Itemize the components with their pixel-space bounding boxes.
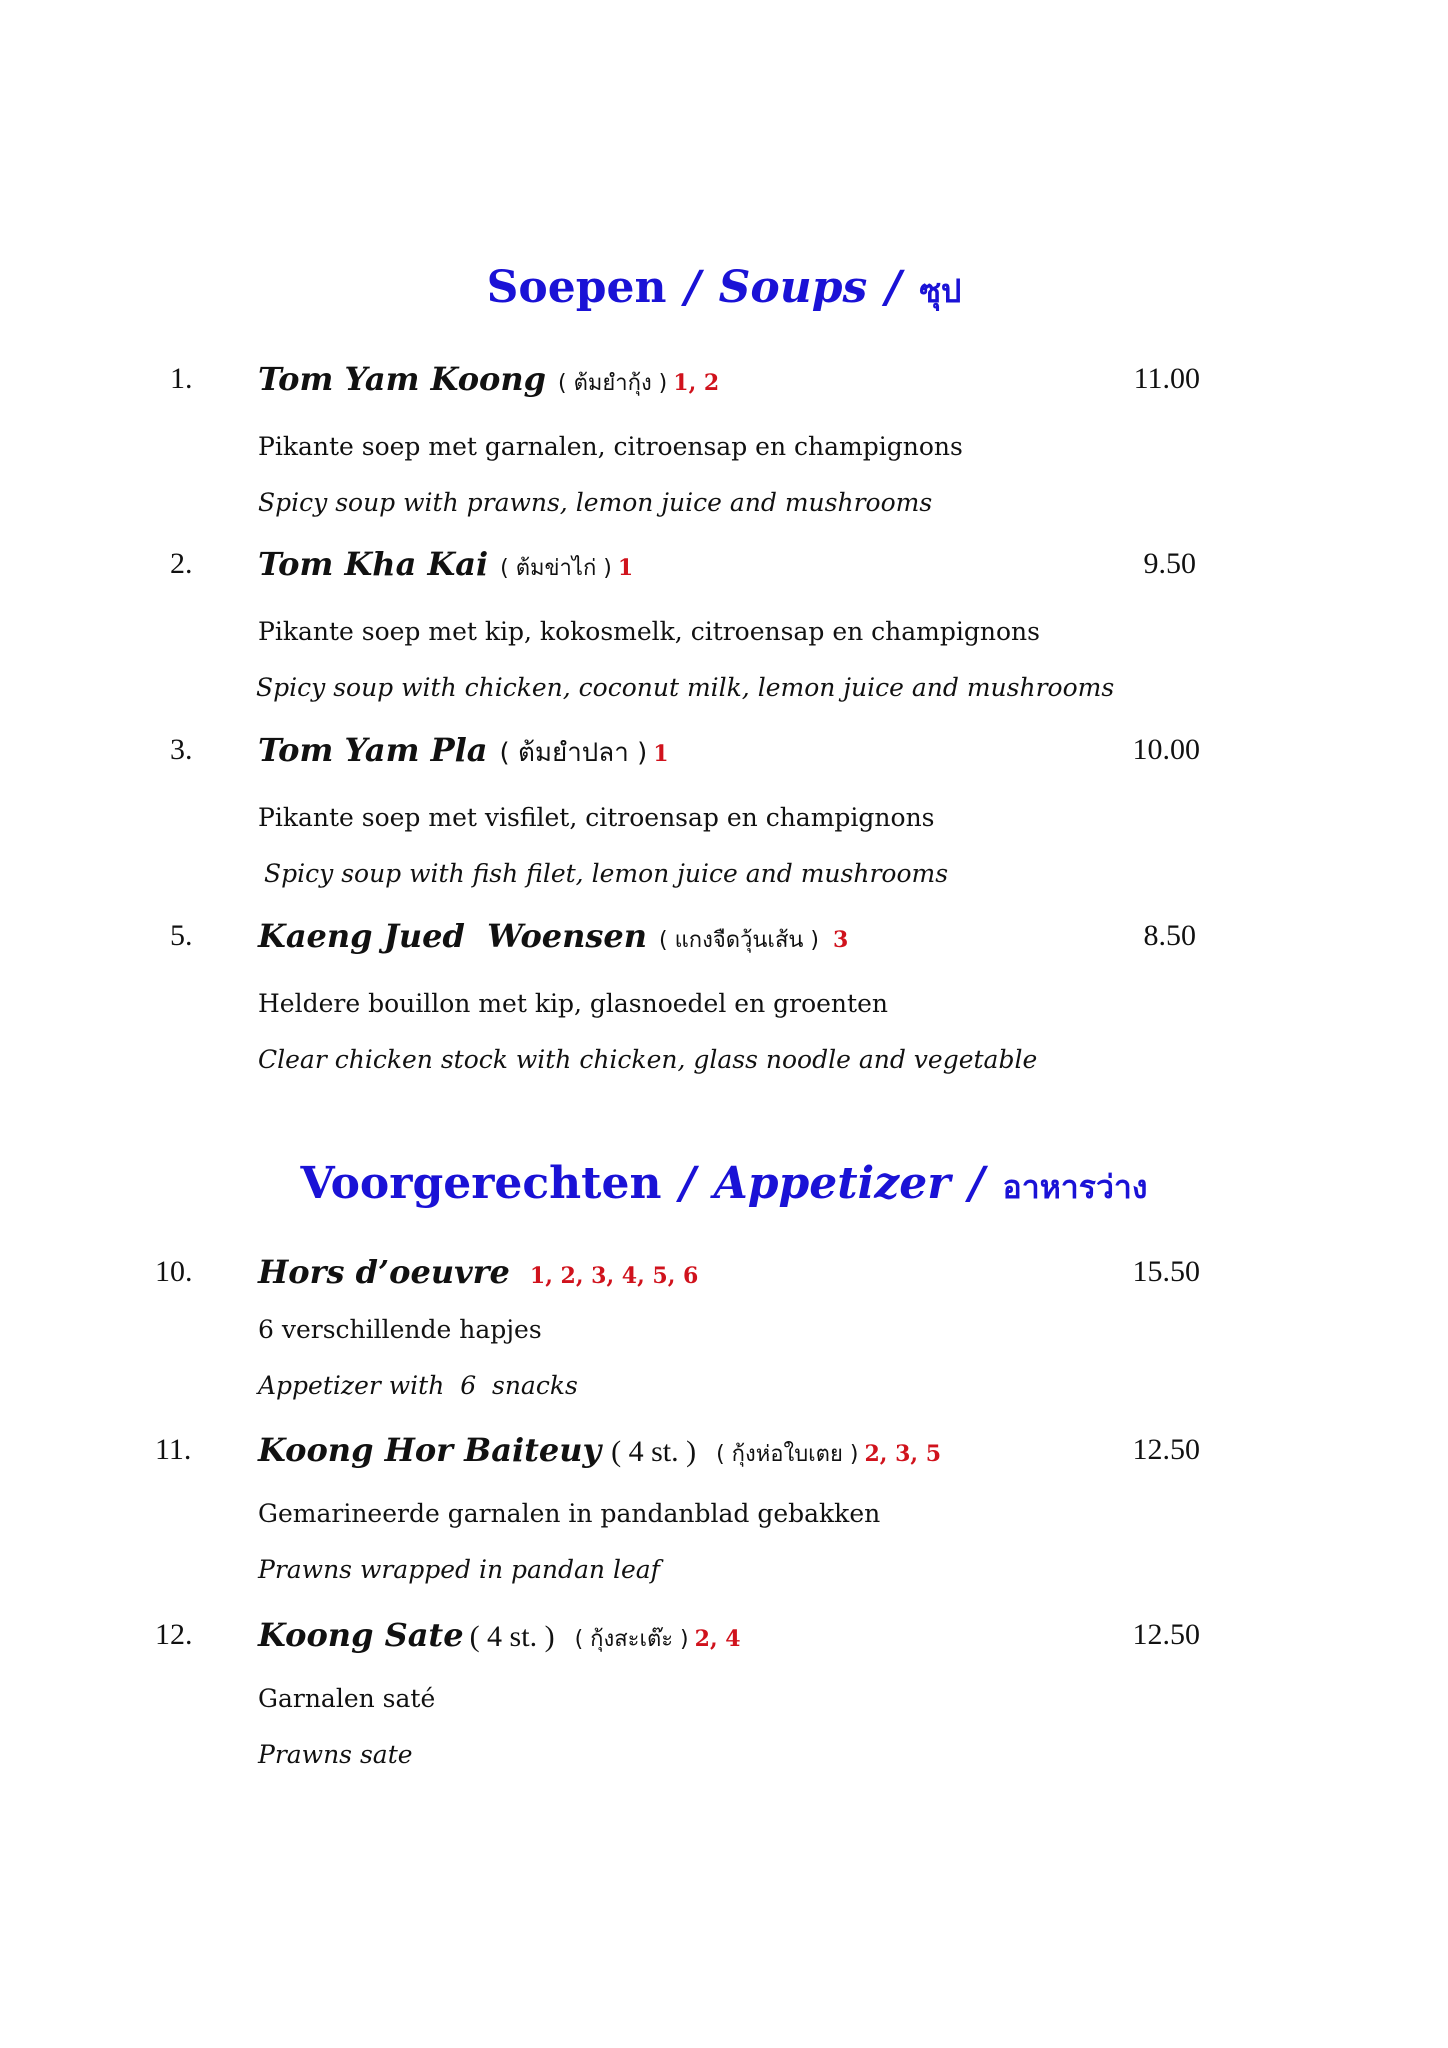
item-name: Koong Hor Baiteuy [258, 1431, 602, 1469]
item-name: Tom Yam Pla [258, 731, 488, 769]
heading-dutch: Soepen [486, 262, 667, 313]
item-number: 10. [155, 1255, 193, 1288]
heading-separator: / [885, 262, 902, 313]
item-description-dutch: Pikante soep met garnalen, citroensap en champignons [258, 432, 963, 461]
section-heading-appetizer [0, 1158, 1448, 1213]
item-allergen-codes: 1 [617, 555, 634, 581]
item-name: Tom Kha Kai [258, 545, 489, 583]
heading-english: Soups [718, 262, 868, 313]
item-description-english: Spicy soup with fish filet, lemon juice and mushrooms [264, 859, 949, 888]
item-thai-name: ( กุ้งห่อใบเตย ) [716, 1442, 859, 1467]
heading-thai: อาหารว่าง [1002, 1168, 1148, 1206]
item-name: Koong Sate [258, 1616, 464, 1654]
item-name: Hors d’oeuvre [258, 1253, 510, 1291]
item-description-english: Prawns sate [258, 1740, 413, 1769]
item-title-line [258, 545, 633, 585]
item-allergen-codes: 3 [833, 927, 849, 953]
item-thai-name: ( แกงจืดวุ้นเส้น ) [659, 928, 819, 953]
item-number: 11. [155, 1433, 192, 1466]
item-description-dutch: Gemarineerde garnalen in pandanblad gebakken [258, 1499, 881, 1528]
item-number: 3. [170, 733, 193, 766]
item-title-line [258, 917, 848, 957]
item-price: 15.50 [1132, 1255, 1200, 1288]
item-title-line [258, 731, 669, 773]
item-description-english: Spicy soup with prawns, lemon juice and mushrooms [258, 488, 933, 517]
item-thai-name: ( ต้มยำกุ้ง ) [558, 371, 668, 396]
item-number: 5. [170, 919, 193, 952]
item-price: 12.50 [1132, 1433, 1200, 1466]
item-thai-name: ( กุ้งสะเต๊ะ ) [574, 1627, 689, 1652]
item-number: 2. [170, 547, 193, 580]
item-title-line [258, 1431, 941, 1471]
item-description-english: Spicy soup with chicken, coconut milk, lemon juice and mushrooms [256, 673, 1115, 702]
item-thai-name: ( ต้มยำปลา ) [499, 738, 648, 768]
item-description-dutch: Pikante soep met visfilet, citroensap en champignons [258, 803, 935, 832]
item-price: 11.00 [1133, 362, 1200, 395]
item-allergen-codes: 1, 2 [673, 370, 720, 396]
item-number: 12. [155, 1618, 193, 1651]
item-description-english: Clear chicken stock with chicken, glass noodle and vegetable [258, 1045, 1038, 1074]
item-description-english: Prawns wrapped in pandan leaf [258, 1555, 660, 1584]
heading-separator: / [679, 1158, 696, 1209]
heading-separator: / [968, 1158, 985, 1209]
item-price: 12.50 [1132, 1618, 1200, 1651]
section-heading-soups [0, 262, 1448, 317]
item-description-english: Appetizer with 6 snacks [258, 1371, 578, 1400]
item-price: 10.00 [1132, 733, 1200, 766]
item-name: Kaeng Jued Woensen [258, 917, 648, 955]
heading-english: Appetizer [713, 1158, 951, 1209]
heading-thai: ซุป [919, 272, 962, 310]
item-allergen-codes: 2, 4 [694, 1626, 741, 1652]
item-description-dutch: 6 verschillende hapjes [258, 1315, 542, 1344]
item-allergen-codes: 1, 2, 3, 4, 5, 6 [529, 1263, 699, 1289]
item-price: 9.50 [1143, 547, 1196, 580]
item-price: 8.50 [1143, 919, 1196, 952]
item-description-dutch: Pikante soep met kip, kokosmelk, citroensap en champignons [258, 617, 1040, 646]
heading-separator: / [684, 262, 701, 313]
item-name: Tom Yam Koong [258, 360, 547, 398]
item-description-dutch: Heldere bouillon met kip, glasnoedel en groenten [258, 989, 888, 1018]
item-allergen-codes: 1 [653, 741, 669, 767]
heading-dutch: Voorgerechten [300, 1158, 662, 1209]
item-title-line [258, 1616, 741, 1656]
item-thai-name: ( ต้มข่าไก่ ) [500, 556, 612, 581]
item-title-line [258, 1253, 698, 1291]
item-description-dutch: Garnalen saté [258, 1684, 436, 1713]
item-quantity: ( 4 st. ) [611, 1435, 697, 1468]
item-quantity: ( 4 st. ) [469, 1620, 555, 1653]
item-allergen-codes: 2, 3, 5 [864, 1441, 941, 1467]
item-number: 1. [170, 362, 193, 395]
item-title-line [258, 360, 719, 400]
